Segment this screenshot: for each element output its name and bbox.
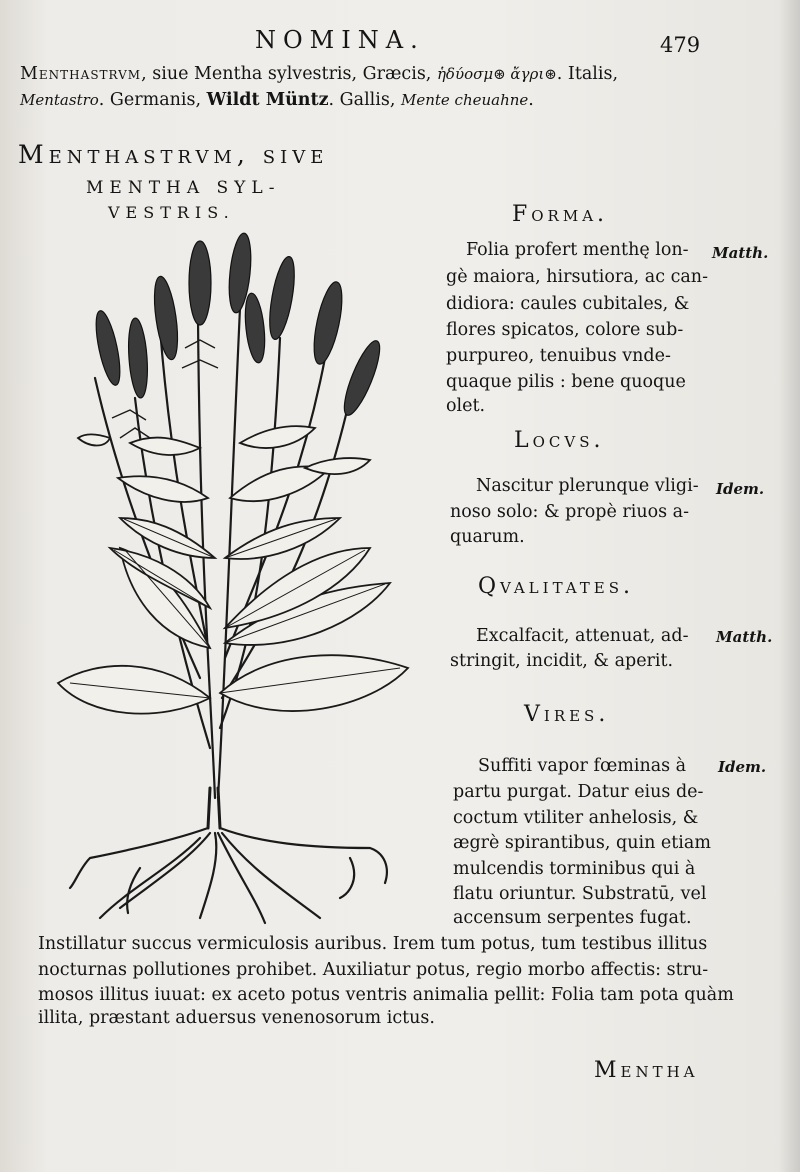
vires-line: flatu oriuntur. Substratū, vel: [453, 884, 707, 904]
section-heading-locus: Locvs.: [514, 428, 605, 453]
page-shadow: [778, 0, 800, 1172]
margin-note-locus: Idem.: [716, 480, 765, 498]
vires-line: accensum serpentes fugat.: [453, 908, 692, 928]
bottom-paragraph-line: Instillatur succus vermiculosis auribus. Irem tum potus, tum testibus illitus: [38, 934, 708, 954]
section-heading-forma: Forma.: [512, 202, 609, 227]
forma-line: flores spicatos, colore sub-: [446, 320, 684, 340]
italian-name: Mentastro: [20, 91, 99, 109]
greek-name: ἡδύοσμ⊛ ἄγρι⊛: [436, 65, 557, 83]
plant-heading-line-2: MENTHA SYL-: [86, 178, 281, 198]
vires-line: mulcendis torminibus qui à: [453, 859, 696, 879]
nomina-line-1: [20, 64, 618, 84]
vires-line: partu purgat. Datur eius de-: [453, 782, 704, 802]
mint-plant-woodcut: [50, 228, 420, 928]
margin-note-qualitates: Matth.: [716, 628, 773, 646]
margin-note-vires: Idem.: [718, 758, 767, 776]
forma-line: purpureo, tenuibus vnde-: [446, 346, 671, 366]
forma-line: gè maiora, hirsutiora, ac can-: [446, 267, 708, 287]
forma-line: quaque pilis : bene quoque: [446, 372, 686, 392]
nomina-text: . Gallis,: [328, 90, 401, 110]
nomina-text: , siue Mentha sylvestris, Græcis,: [141, 64, 437, 84]
forma-line: didiora: caules cubitales, &: [446, 294, 690, 314]
bottom-paragraph-line: mosos illitus iuuat: ex aceto potus ventris animalia pellit: Folia tam pota quàm: [38, 985, 734, 1005]
nomina-line-2: [20, 90, 534, 110]
section-heading-vires: Vires.: [524, 702, 610, 727]
qualitates-line: stringit, incidit, & aperit.: [450, 651, 674, 671]
locus-line: quarum.: [450, 527, 525, 547]
locus-line: noso solo: & propè riuos a-: [450, 502, 690, 522]
running-header: NOMINA.: [255, 26, 425, 54]
catchword: Mentha: [594, 1058, 699, 1083]
nomina-text: .: [528, 90, 534, 110]
nomina-text: . Italis,: [556, 64, 619, 84]
plant-heading-line-1: Menthastrvm, sive: [18, 140, 329, 169]
plant-heading-line-3: VESTRIS.: [108, 203, 235, 222]
german-name: Wildt Müntz: [206, 90, 329, 110]
nomina-text: . Germanis,: [98, 90, 207, 110]
section-heading-qualitates: Qvalitates.: [478, 574, 634, 599]
forma-line: olet.: [446, 396, 486, 416]
margin-note-forma: Matth.: [712, 244, 769, 262]
page-number: 479: [660, 33, 701, 57]
bottom-paragraph-line: nocturnas pollutiones prohibet. Auxiliatur potus, regio morbo affectis: stru-: [38, 960, 709, 980]
plant-name-latin: Menthastrvm: [20, 64, 142, 84]
locus-line: Nascitur plerunque vligi-: [476, 476, 699, 496]
qualitates-line: Excalfacit, attenuat, ad-: [476, 626, 689, 646]
vires-line: ægrè spirantibus, quin etiam: [453, 833, 711, 853]
bottom-paragraph-line: illita, præstant aduersus venenosorum ictus.: [38, 1008, 435, 1028]
forma-line: Folia profert menthę lon-: [466, 240, 689, 260]
french-name: Mente cheuahne: [400, 91, 529, 109]
vires-line: Suffiti vapor fœminas à: [478, 756, 687, 776]
vires-line: coctum vtiliter anhelosis, &: [453, 808, 699, 828]
